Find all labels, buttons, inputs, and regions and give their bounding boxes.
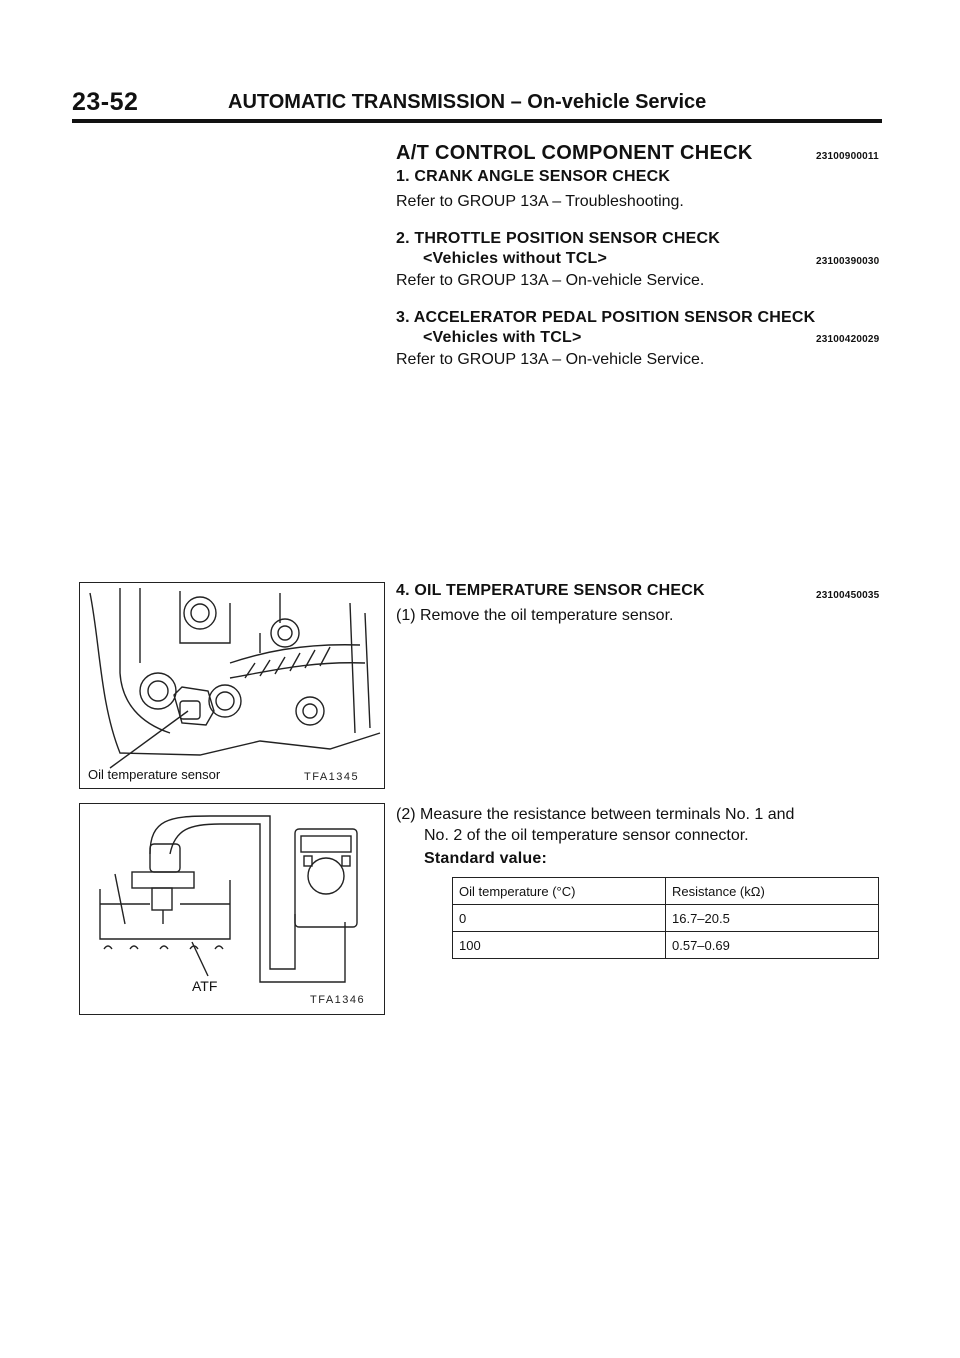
item-4-code: 23100450035 <box>816 590 880 601</box>
table-cell: 0 <box>453 905 666 932</box>
figure-label: Oil temperature sensor <box>88 767 221 782</box>
item-1-heading: 1. CRANK ANGLE SENSOR CHECK <box>396 168 671 185</box>
table-header-row <box>453 878 879 905</box>
table-row <box>453 932 879 959</box>
standard-value-label: Standard value: <box>424 850 548 867</box>
item-3-text: Refer to GROUP 13A – On-vehicle Service. <box>396 351 705 368</box>
section-code: 23100900011 <box>816 151 879 162</box>
figure-oil-temp-sensor <box>79 582 385 789</box>
item-2-heading: 2. THROTTLE POSITION SENSOR CHECK <box>396 230 720 247</box>
table-header-cell: Resistance (kΩ) <box>666 878 879 905</box>
page-title: AUTOMATIC TRANSMISSION – On-vehicle Service <box>228 91 707 113</box>
item-3-sub: <Vehicles with TCL> <box>423 329 582 346</box>
table-cell: 100 <box>453 932 666 959</box>
item-3-heading: 3. ACCELERATOR PEDAL POSITION SENSOR CHECK <box>396 309 816 326</box>
table-header-cell: Oil temperature (°C) <box>453 878 666 905</box>
figure-resistance-measurement <box>79 803 385 1015</box>
item-4-step-2-line-1: (2) Measure the resistance between terminals No. 1 and <box>396 806 795 823</box>
resistance-measurement-illustration <box>80 804 384 1014</box>
item-4-heading: 4. OIL TEMPERATURE SENSOR CHECK <box>396 582 705 599</box>
section-title: A/T CONTROL COMPONENT CHECK <box>396 142 753 164</box>
item-2-code: 23100390030 <box>816 256 880 267</box>
resistance-table <box>452 877 879 959</box>
page-number: 23-52 <box>72 88 139 116</box>
figure-code: TFA1346 <box>310 994 366 1006</box>
header-rule <box>72 119 882 123</box>
table-row <box>453 905 879 932</box>
item-2-sub: <Vehicles without TCL> <box>423 250 607 267</box>
item-1-text: Refer to GROUP 13A – Troubleshooting. <box>396 193 684 210</box>
oil-temp-sensor-illustration <box>80 583 384 788</box>
item-2-text: Refer to GROUP 13A – On-vehicle Service. <box>396 272 705 289</box>
item-3-code: 23100420029 <box>816 334 880 345</box>
table-cell: 0.57–0.69 <box>666 932 879 959</box>
figure-code: TFA1345 <box>304 771 360 783</box>
table-cell: 16.7–20.5 <box>666 905 879 932</box>
item-4-step-2-line-2: No. 2 of the oil temperature sensor connector. <box>424 827 749 844</box>
figure-label: ATF <box>192 978 218 994</box>
item-4-step-1: (1) Remove the oil temperature sensor. <box>396 607 674 624</box>
